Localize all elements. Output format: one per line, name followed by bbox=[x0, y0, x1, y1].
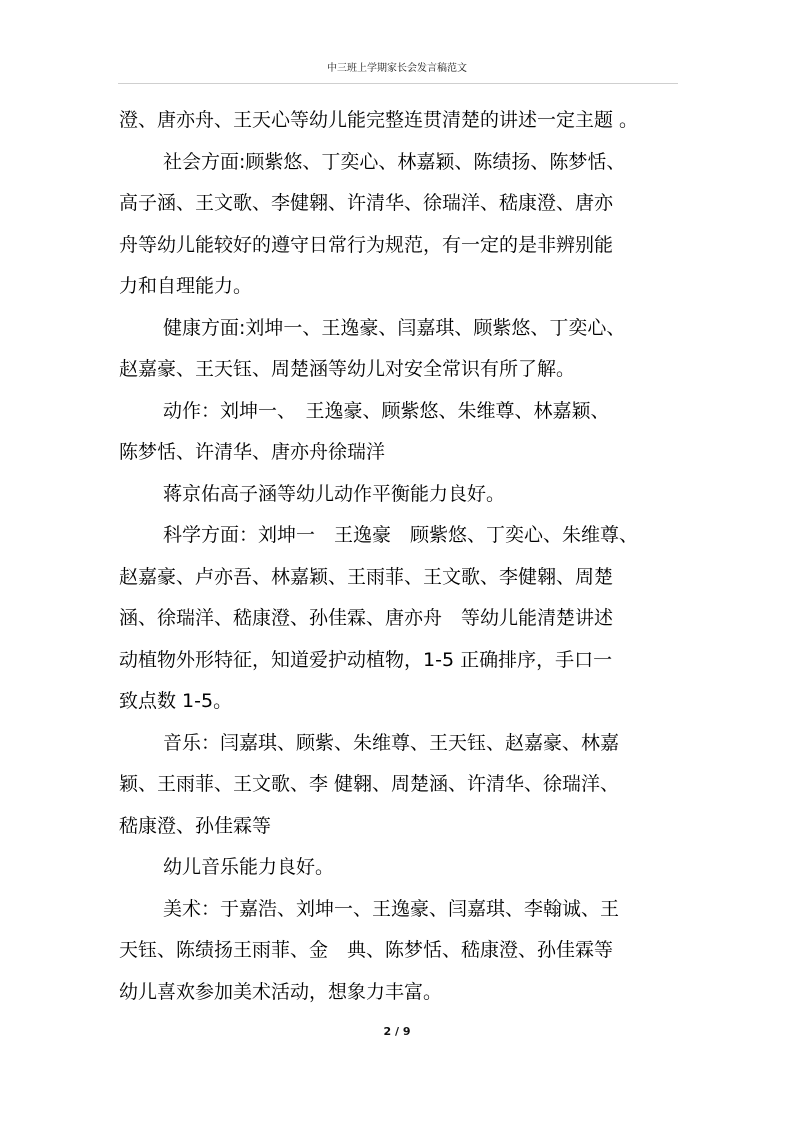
paragraph-line: 赵嘉豪、王天钰、周楚涵等幼儿对安全常识有所了解。 bbox=[119, 358, 576, 380]
paragraph-line: 健康方面:刘坤一、王逸豪、闫嘉琪、顾紫悠、丁奕心、 bbox=[163, 316, 626, 339]
paragraph-line: 美术：于嘉浩、刘坤一、王逸豪、闫嘉琪、李翰诚、王 bbox=[163, 897, 620, 920]
paragraph-line: 颖、王雨菲、王文歌、李 健翱、周楚涵、许清华、徐瑞洋、 bbox=[119, 773, 620, 795]
paragraph-line: 力和自理能力。 bbox=[119, 275, 253, 297]
paragraph-line: 幼儿音乐能力良好。 bbox=[163, 856, 335, 878]
paragraph-line: 天钰、陈绩扬王雨菲、金 典、陈梦恬、嵇康澄、孙佳霖等 bbox=[119, 939, 614, 961]
paragraph-line: 幼儿喜欢参加美术活动，想象力丰富。 bbox=[119, 980, 443, 1003]
paragraph-line: 蒋京佑高子涵等幼儿动作平衡能力良好。 bbox=[163, 482, 506, 505]
header-divider bbox=[118, 83, 678, 84]
document-body bbox=[119, 100, 685, 1013]
page-header: 中三班上学期家长会发言稿范文 bbox=[327, 63, 467, 74]
paragraph-line: 音乐：闫嘉琪、顾紫、朱维尊、王天钰、赵嘉豪、林嘉 bbox=[163, 731, 620, 754]
paragraph-line: 赵嘉豪、卢亦吾、林嘉颖、王雨菲、王文歌、李健翱、周楚 bbox=[119, 565, 614, 588]
page-number: 2 / 9 bbox=[383, 1025, 411, 1038]
paragraph-line: 致点数 1-5。 bbox=[119, 690, 233, 712]
paragraph-line: 科学方面：刘坤一 王逸豪 顾紫悠、丁奕心、朱维尊、 bbox=[163, 524, 639, 546]
paragraph-line: 澄、唐亦舟、王天心等幼儿能完整连贯清楚的讲述一定主题 。 bbox=[119, 109, 639, 131]
paragraph-line: 动作：刘坤一、 王逸豪、顾紫悠、朱维尊、林嘉颖、 bbox=[163, 399, 610, 422]
paragraph-line: 舟等幼儿能较好的遵守日常行为规范，有一定的是非辨别能 bbox=[119, 233, 614, 256]
paragraph-line: 高子涵、王文歌、李健翱、许清华、徐瑞洋、嵇康澄、唐亦 bbox=[119, 192, 614, 214]
paragraph-line: 陈梦恬、许清华、唐亦舟徐瑞洋 bbox=[119, 441, 386, 463]
paragraph-line: 涵、徐瑞洋、嵇康澄、孙佳霖、唐亦舟 等幼儿能清楚讲述 bbox=[119, 607, 614, 629]
paragraph-line: 社会方面:顾紫悠、丁奕心、林嘉颖、陈绩扬、陈梦恬、 bbox=[163, 150, 626, 173]
paragraph-line: 动植物外形特征，知道爱护动植物，1-5 正确排序，手口一 bbox=[119, 648, 613, 671]
paragraph-line: 嵇康澄、孙佳霖等 bbox=[119, 814, 272, 837]
